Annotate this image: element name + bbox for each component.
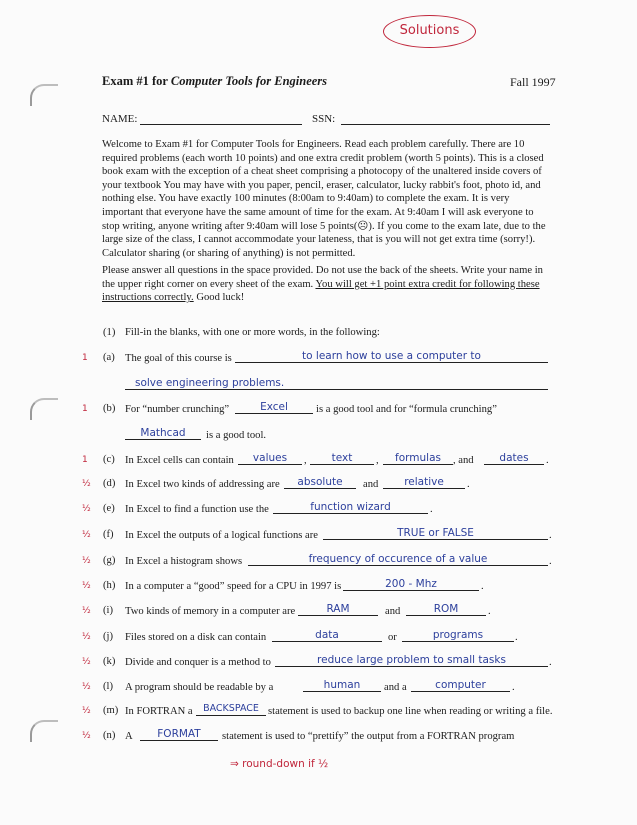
item-f-text: In Excel the outputs of a logical functions are [125,530,318,541]
item-c-end: . [546,455,549,466]
score-i: ½ [82,606,91,616]
answer-j2[interactable]: programs [402,629,514,642]
item-d-label: (d) [103,478,116,489]
answer-m[interactable]: BACKSPACE [196,703,266,716]
good-luck-text: Good luck! [193,292,245,304]
item-i-and: and [385,606,401,617]
item-j-end: . [515,632,518,643]
answer-a-line1[interactable]: to learn how to use a computer to [235,350,548,363]
item-l-text: A program should be readable by a [125,682,274,693]
score-l: ½ [82,682,91,692]
item-i-label: (i) [103,605,113,616]
score-f: ½ [82,530,91,540]
item-c-sep2: , [376,455,379,466]
item-c-sep1: , [304,455,307,466]
item-m-text2: statement is used to backup one line when reading or writing a file. [268,706,553,717]
instructions-text: Welcome to Exam #1 for Computer Tools for Engineers. Read each problem carefully. There are 10 required problems (each worth 10 points) and one extra credit problem (worth 5 points). This is a closed book exam with the exception of a cheat sheet comprising a photocopy of the unaltered inside covers of your textbook You may have with you paper, pencil, eraser, calculator, lucky rabbit's foot, photo id, and nothing else. You have exactly 100 minutes (8:00am to 9:40am) to complete the exam. It is very important that everyone have the same amount of time for the exam. At 9:40am I will ask everyone to stop writing, anyone writing after 9:40am will lose 5 points(☹). If you come to the exam late, due to the large size of the class, I cannot accommodate your lateness, that is you will not get extra time (sorry!). Calculator sharing (or sharing of anything) is not permitted. [102,139,546,259]
binder-hole [30,398,58,420]
item-a-text: The goal of this course is [125,353,232,364]
answer-h[interactable]: 200 - Mhz [343,578,479,591]
answer-d1[interactable]: absolute [284,476,356,489]
item-k-end: . [549,657,552,668]
answer-instructions [102,264,550,305]
item-c-and: , and [453,455,474,466]
item-g-text: In Excel a histogram shows [125,556,243,567]
score-m: ½ [82,706,91,716]
item-j-label: (j) [103,631,113,642]
item-i-end: . [488,606,491,617]
item-b-label: (b) [103,403,116,414]
answer-e[interactable]: function wizard [273,501,428,514]
score-g: ½ [82,556,91,566]
item-e-label: (e) [103,503,115,514]
answer-k[interactable]: reduce large problem to small tasks [275,654,548,667]
item-i-text: Two kinds of memory in a computer are [125,606,296,617]
item-e-end: . [430,504,433,515]
item-h-label: (h) [103,580,116,591]
grading-note: ⇒ round-down if ½ [230,758,329,770]
item-g-end: . [549,556,552,567]
item-k-text: Divide and conquer is a method to [125,657,271,668]
score-j: ½ [82,632,91,642]
item-b-text3: is a good tool. [206,430,267,441]
binder-hole [30,720,58,742]
ssn-field[interactable] [341,124,550,125]
score-c: 1 [82,455,88,465]
item-l-end: . [512,682,515,693]
item-c-text: In Excel cells can contain [125,455,234,466]
item-h-end: . [481,581,484,592]
item-n-text1: A [125,731,133,742]
item-g-label: (g) [103,555,116,566]
item-k-label: (k) [103,656,116,667]
answer-n[interactable]: FORMAT [140,728,218,741]
answer-instructions-paragraph [102,264,550,305]
problem-1-prompt: Fill-in the blanks, with one or more words, in the following: [125,327,380,338]
binder-hole [30,84,58,106]
score-e: ½ [82,504,91,514]
answer-c3[interactable]: formulas [383,452,453,465]
item-j-or: or [388,632,397,643]
item-n-label: (n) [103,730,116,741]
extra-credit-note: You will get +1 point extra credit for following these instructions correctly. [102,278,540,304]
item-n-text2: statement is used to “prettify” the output from a FORTRAN program [222,731,515,742]
item-h-text: In a computer a “good” speed for a CPU in 1997 is [125,581,342,592]
score-k: ½ [82,657,91,667]
score-a: 1 [82,353,88,363]
item-c-label: (c) [103,454,115,465]
item-b-text1: For “number crunching” [125,404,230,415]
score-d: ½ [82,479,91,489]
answer-j1[interactable]: data [272,629,382,642]
answer-i1[interactable]: RAM [298,603,378,616]
answer-c1[interactable]: values [238,452,302,465]
answer-a-line2[interactable]: solve engineering problems. [125,377,548,390]
solutions-stamp: Solutions [383,15,476,48]
ssn-label: SSN: [312,113,336,125]
answer-c4[interactable]: dates [484,452,544,465]
answer-b2[interactable]: Mathcad [125,427,201,440]
answer-l2[interactable]: computer [411,679,510,692]
item-a-label: (a) [103,352,115,363]
exam-term: Fall 1997 [510,75,556,89]
item-b-text2: is a good tool and for “formula crunching” [316,404,497,415]
item-d-and: and [363,479,379,490]
item-f-label: (f) [103,529,114,540]
score-b: 1 [82,404,88,414]
name-field[interactable] [140,124,302,125]
name-label: NAME: [102,113,138,125]
item-d-text: In Excel two kinds of addressing are [125,479,280,490]
answer-d2[interactable]: relative [383,476,465,489]
item-l-label: (l) [103,681,113,692]
item-m-label: (m) [103,705,119,716]
item-d-end: . [467,479,470,490]
item-e-text: In Excel to find a function use the [125,504,269,515]
answer-b1[interactable]: Excel [235,401,313,414]
item-l-and: and a [384,682,407,693]
item-m-text1: In FORTRAN a [125,706,193,717]
item-j-text: Files stored on a disk can contain [125,632,267,643]
answer-l1[interactable]: human [303,679,381,692]
answer-f[interactable]: TRUE or FALSE [323,527,548,540]
course-name: Computer Tools for Engineers [170,74,328,88]
score-n: ½ [82,731,91,741]
item-f-end: . [549,530,552,541]
exam-title [102,74,327,89]
answer-i2[interactable]: ROM [406,603,486,616]
title-prefix: Exam #1 for [102,74,171,88]
answer-instructions-text: Please answer all questions in the space provided. Do not use the back of the sheets. Write your name in the upper right corner on every sheet of the exam. [102,265,543,290]
answer-g[interactable]: frequency of occurence of a value [248,553,548,566]
problem-1-number: (1) [103,327,116,338]
instructions-paragraph [102,138,550,260]
score-h: ½ [82,581,91,591]
answer-c2[interactable]: text [310,452,374,465]
